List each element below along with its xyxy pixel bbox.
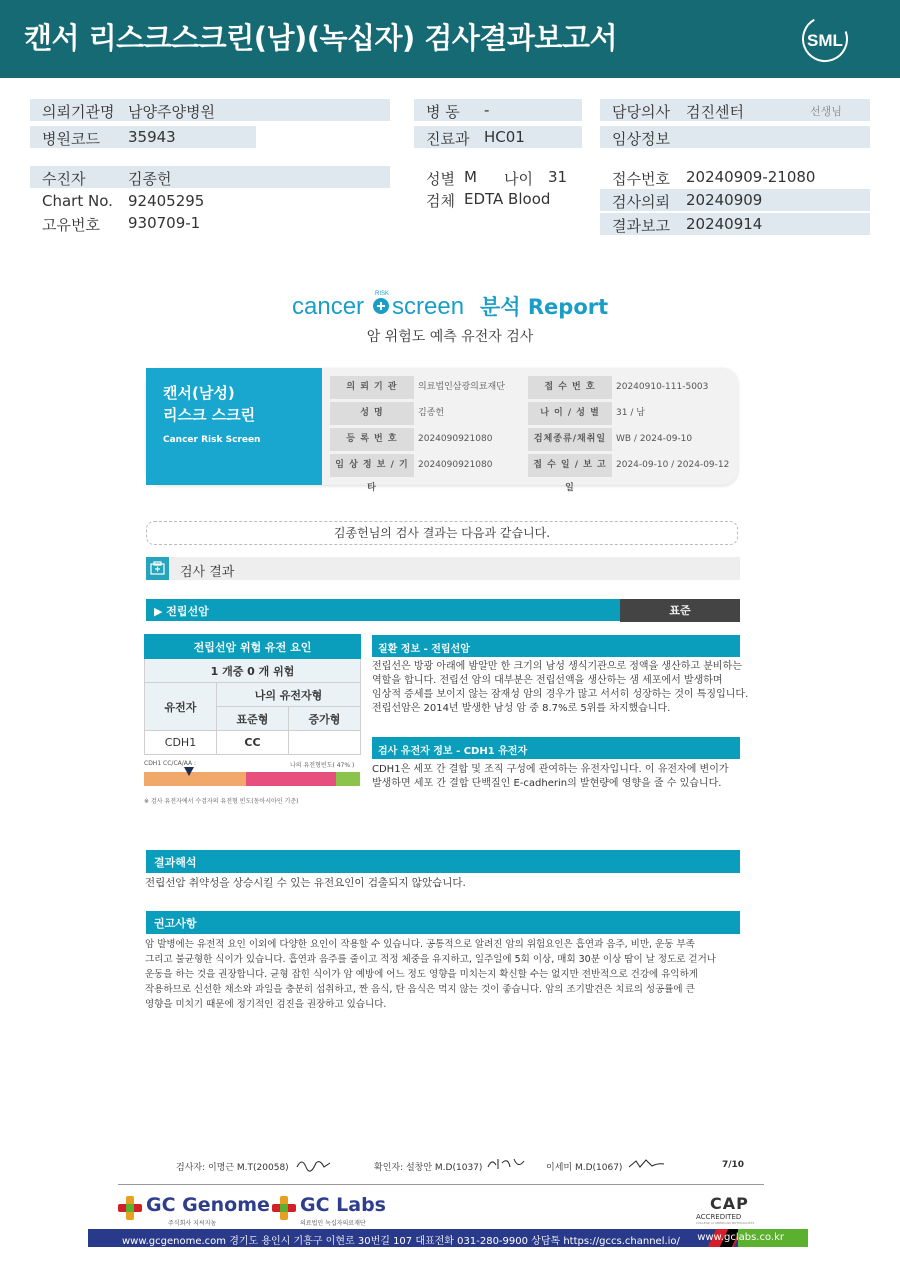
card-title-2: 리스크 스크린 [163, 406, 256, 424]
recommendation-title: 권고사항 [154, 917, 197, 930]
card-row [528, 402, 728, 425]
card-row [330, 402, 520, 425]
brand-cancer: cancer [292, 293, 365, 320]
recommendation-line: 그리고 불균형한 식이가 있습니다. 흡연과 음주를 줄이고 적정 체중을 유지하고, 일주일에 5회 이상, 매회 30분 이상 땀이 날 정도로 걷거나 [145, 954, 716, 965]
disease-line: 임상적 증세를 보이지 않는 잠재성 암의 경우가 많고 서서히 성장하는 것이 특징입니다. [372, 689, 749, 700]
receipt-value: 20240909-21080 [686, 168, 816, 186]
brand-screen: screen [392, 293, 465, 320]
card-key: 임 상 정 보 / 기 타 [330, 454, 414, 477]
gc-labs-name: GC Labs [300, 1194, 386, 1216]
uid-row [30, 212, 390, 234]
examiner: 검사자: 이명근 M.T(20058) [176, 1163, 289, 1173]
doctor-suffix: 선생님 [810, 105, 842, 118]
gene-info-text [372, 763, 729, 791]
freq-segment [144, 772, 246, 786]
report-label: 결과보고 [612, 217, 670, 235]
recommendation-line: 영향을 미치기 때문에 정기적인 검진을 권장하고 있습니다. [145, 999, 387, 1010]
brand-wordmark [290, 286, 610, 326]
examiner-signature-icon [294, 1155, 334, 1173]
gene-cell: CDH1 [145, 731, 217, 755]
card-value: WB / 2024-09-10 [616, 434, 693, 444]
uid-label: 고유번호 [42, 216, 100, 234]
freq-segment [246, 772, 337, 786]
brand-risk: RISK [375, 291, 390, 297]
card-key: 접 수 번 호 [528, 376, 612, 399]
org-label: 의뢰기관명 [42, 103, 115, 121]
card-title-1: 캔서(남성) [163, 384, 235, 402]
sex-age-row [414, 166, 594, 188]
result-summary: 김종헌님의 검사 결과는 다음과 같습니다. [146, 521, 738, 545]
result-box-icon [146, 557, 169, 580]
name-label: 수진자 [42, 170, 86, 188]
footer-site-link[interactable]: www.gclabs.co.kr [697, 1232, 784, 1243]
cancer-screen-logo [0, 286, 900, 326]
uid-value: 930709-1 [128, 214, 201, 232]
gene-table-title: 전립선암 위험 유전 요인 [145, 635, 361, 659]
ward-label: 병 동 [426, 103, 460, 121]
cap-accredited-text: ACCREDITED [696, 1213, 742, 1221]
card-key: 접 수 일 / 보 고 일 [528, 454, 612, 477]
interpretation-header [146, 850, 740, 873]
clinical-row [600, 126, 870, 148]
age-label: 나이 [504, 170, 533, 188]
gc-genome-name: GC Genome [146, 1194, 270, 1216]
card-value: 2024090921080 [418, 434, 493, 444]
recommendation-line: 운동을 하는 것을 권장합니다. 균형 잡힌 식이가 암 예방에 어느 정도 영향을 미치는지 확신할 수는 없지만 전반적으로 건강에 유익하게 [145, 969, 698, 980]
disease-line: 역할을 합니다. 전립선 암의 대부분은 전립선액을 생산하는 샘 세포에서 발생하며 [372, 675, 723, 686]
gc-cross-icon [118, 1196, 142, 1220]
inc-cell [289, 731, 361, 755]
summary-card [146, 368, 738, 493]
section-title: 검사 결과 [180, 565, 235, 580]
gc-genome-logo [118, 1194, 270, 1227]
col-inc: 증가형 [289, 707, 361, 731]
gc-labs-sub: 의료법인 녹십자의료재단 [300, 1220, 366, 1227]
recommendation-header [146, 911, 740, 934]
card-value: 31 / 남 [616, 408, 645, 418]
card-key: 성 명 [330, 402, 414, 425]
dept-row [414, 126, 582, 148]
disease-title: 질환 정보 - 전립선암 [378, 644, 470, 655]
gene-table [144, 634, 361, 755]
freq-note: ※ 검사 유전자에서 수검자의 유전형 빈도(동아시아인 기준) [144, 798, 299, 805]
name-value: 김종헌 [128, 170, 172, 188]
cap-college-text: COLLEGE of AMERICAN PATHOLOGISTS [696, 1221, 755, 1225]
request-row [600, 189, 870, 211]
recommendation-text [145, 937, 716, 1012]
specimen-value: EDTA Blood [464, 190, 551, 208]
card-row [330, 428, 520, 451]
dept-value: HC01 [484, 128, 525, 146]
card-key: 나 이 / 성 별 [528, 402, 612, 425]
confirmer: 확인자: 설창안 M.D(1037) [374, 1163, 483, 1173]
doctor-row [600, 99, 870, 121]
sex-label: 성별 [426, 170, 455, 188]
recommendation-line: 작용하므로 신선한 채소와 과일을 충분히 섭취하고, 짠 음식, 탄 음식은 먹지 않는 것이 좋습니다. 암의 조기발견은 치료의 성공률에 큰 [145, 984, 695, 995]
dept-label: 진료과 [426, 130, 470, 148]
gene-info-title: 검사 유전자 정보 - CDH1 유전자 [378, 746, 528, 757]
card-row [330, 376, 520, 399]
disease-line: 전립선은 방광 아래에 밤알만 한 크기의 남성 생식기관으로 정액을 생산하고 분비하는 [372, 661, 742, 672]
sex-value: M [464, 168, 477, 186]
report-row [600, 213, 870, 235]
doctor-label: 담당의사 [612, 103, 670, 121]
receipt-row [600, 166, 870, 188]
gene-info-header [372, 737, 740, 759]
gene-info-line: CDH1은 세포 간 결합 및 조직 구성에 관여하는 유전자입니다. 이 유전자에 변이가 [372, 764, 729, 775]
status-badge: 표준 [620, 599, 740, 622]
request-value: 20240909 [686, 191, 763, 209]
freq-right-label: 나의 유전형빈도( 47% ) [290, 762, 355, 769]
age-value: 31 [548, 168, 568, 186]
card-value: 2024-09-10 / 2024-09-12 [616, 460, 730, 470]
page-number: 7/10 [722, 1160, 745, 1170]
col-gene: 유전자 [145, 683, 217, 731]
report-value: 20240914 [686, 215, 763, 233]
frequency-bar [144, 772, 360, 786]
card-value: 의료법인삼광의료재단 [418, 382, 505, 392]
clinical-label: 임상정보 [612, 130, 670, 148]
card-value: 김종헌 [418, 408, 445, 418]
cap-text: CAP [710, 1194, 749, 1213]
specimen-row [414, 188, 594, 210]
request-label: 검사의뢰 [612, 193, 670, 211]
freq-segment [336, 772, 360, 786]
interpretation-text: 전립선암 취약성을 상승시킬 수 있는 유전요인이 검출되지 않았습니다. [145, 877, 466, 889]
section-header [146, 557, 740, 580]
org-row [30, 99, 390, 121]
brand-subtitle: 암 위험도 예측 유전자 검사 [366, 329, 534, 345]
gene-table-count: 1 개중 0 개 위험 [145, 659, 361, 683]
card-value: 2024090921080 [418, 460, 493, 470]
chart-label: Chart No. [42, 192, 113, 210]
card-key: 등 록 번 호 [330, 428, 414, 451]
card-row [330, 454, 520, 493]
genotype-marker-icon [184, 767, 194, 776]
gc-labs-logo [272, 1194, 386, 1227]
card-title-en: Cancer Risk Screen [163, 435, 261, 445]
receipt-label: 접수번호 [612, 170, 670, 188]
cancer-name: ▶ 전립선암 [154, 605, 209, 618]
cap-accredited-logo [696, 1194, 754, 1225]
specimen-label: 검체 [426, 192, 455, 210]
recommendation-line: 암 발병에는 유전적 요인 이외에 다양한 요인이 작용할 수 있습니다. 공통적으로 알려진 암의 위험요인은 흡연과 음주, 비만, 운동 부족 [145, 939, 695, 950]
confirmer-2-signature-icon [626, 1155, 666, 1173]
brand-report: 분석 Report [480, 295, 609, 319]
footer-bar [88, 1229, 790, 1247]
confirmer-2: 이세미 M.D(1067) [546, 1163, 623, 1173]
ward-value: - [484, 101, 490, 119]
gc-genome-sub: 주식회사 지씨지놈 [168, 1220, 217, 1227]
footer-address: www.gcgenome.com 경기도 용인시 기흥구 이현로 30번길 107 대표전화 031-280-9900 상담톡 https://gccs.channel.io/ [122, 1236, 680, 1247]
card-key: 검체종류/채취일 [528, 428, 612, 451]
card-banner [146, 368, 322, 485]
card-key: 의 뢰 기 관 [330, 376, 414, 399]
chart-value: 92405295 [128, 192, 205, 210]
code-value: 35943 [128, 128, 176, 146]
freq-left-label: CDH1 CC/CA/AA : [144, 760, 197, 767]
org-value: 남양주양병원 [128, 103, 215, 121]
std-cell: CC [217, 731, 289, 755]
footer-divider [118, 1184, 764, 1185]
card-row [528, 454, 730, 493]
interpretation-title: 결과해석 [154, 856, 197, 869]
col-genotype: 나의 유전자형 [217, 683, 361, 707]
table-row [145, 731, 361, 755]
card-row [528, 428, 728, 451]
sml-logo-text: SML [807, 31, 843, 50]
code-label: 병원코드 [42, 130, 100, 148]
card-row [528, 376, 728, 399]
code-row [30, 126, 256, 148]
gene-info-line: 발생하면 세포 간 결합 단백질인 E-cadherin의 발현량에 영향을 줄 수 있습니다. [372, 778, 722, 789]
chart-row [30, 190, 390, 212]
disease-text [372, 660, 748, 716]
name-row [30, 166, 390, 188]
sml-logo [800, 14, 850, 64]
col-std: 표준형 [217, 707, 289, 731]
report-header [0, 0, 900, 78]
ward-row [414, 99, 582, 121]
disease-line: 전립선암은 2014년 발생한 남성 암 중 8.7%로 5위를 차지했습니다. [372, 703, 671, 714]
gc-cross-icon [272, 1196, 296, 1220]
disease-header [372, 635, 740, 657]
confirmer-signature-icon [486, 1155, 528, 1173]
report-title: 캔서 리스크스크린(남)(녹십자) 검사결과보고서 [24, 21, 617, 55]
doctor-value: 검진센터 [686, 103, 744, 121]
card-value: 20240910-111-5003 [616, 382, 709, 392]
